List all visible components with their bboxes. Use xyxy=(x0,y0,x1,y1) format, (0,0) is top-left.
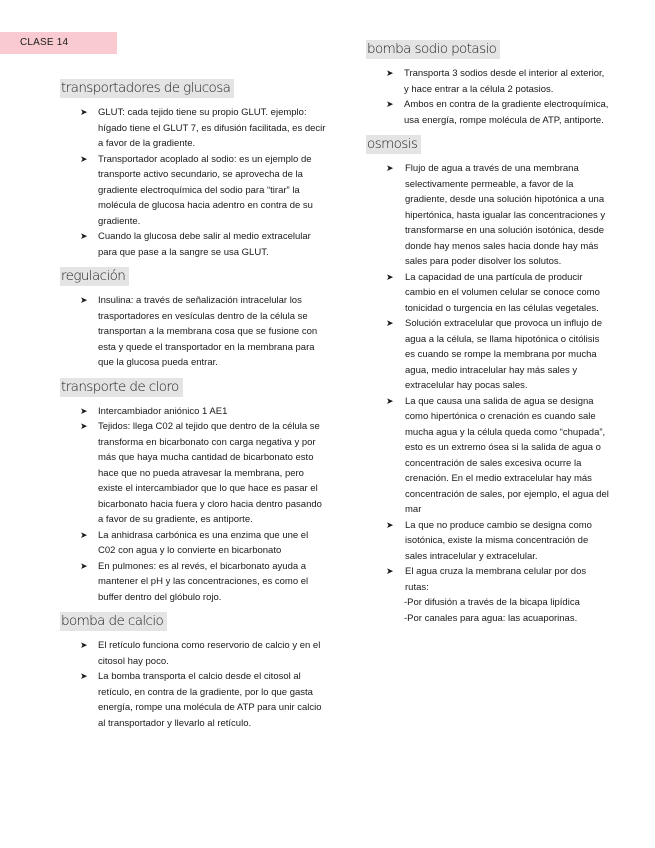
arrow-bullet-icon: ➤ xyxy=(386,318,394,328)
arrow-bullet-icon: ➤ xyxy=(386,163,394,173)
list-item: ➤ El retículo funciona como reservorio de calcio y en el citosol hay poco. xyxy=(80,640,321,667)
section-heading: regulación xyxy=(60,267,129,286)
list-item: ➤ La bomba transporta el calcio desde el citosol al retículo, en contra de la gradiente, por lo que gasta energía, rompe una molécula de ATP para unir calcio al transportador y llevarlo al retículo. xyxy=(80,671,322,729)
list-item: ➤ La que no produce cambio se designa como isotónica, existe la misma concentración de sales intracelular y extracelular. xyxy=(386,519,592,562)
left-column xyxy=(60,79,328,738)
arrow-bullet-icon: ➤ xyxy=(80,529,88,540)
list-item: ➤ La que causa una salida de agua se designa como hipertónica o crenación es cuando sale mucha agua y la célula queda como “chupada”, esto es un extremo ósea si la salida de agua o concentración de sales excesiva ocurre la crenación. En el medio extracelular hay más concentración de sales, por ejemplo, el agua del mar xyxy=(386,395,609,515)
arrow-bullet-icon: ➤ xyxy=(80,421,88,431)
list-item: ➤ Transporta 3 sodios desde el interior al exterior, y hace entrar a la célula 2 potasios. xyxy=(386,68,605,95)
list-item: ➤ Insulina: a través de señalización intracelular los trasportadores en vesículas dentro de la célula se transportan a la membrana cosa que se fusione con esta y quede el transportador en la membrana para que la glucosa pueda entrar. xyxy=(80,295,318,368)
bullet-list xyxy=(366,161,610,595)
arrow-bullet-icon: ➤ xyxy=(386,395,394,406)
class-tag: CLASE 14 xyxy=(0,32,117,54)
arrow-bullet-icon: ➤ xyxy=(80,295,88,305)
list-item: ➤ Cuando la glucosa debe salir al medio extracelular para que pase a la sangre se usa GLUT. xyxy=(80,231,311,258)
arrow-bullet-icon: ➤ xyxy=(386,519,394,530)
arrow-bullet-icon: ➤ xyxy=(386,271,394,282)
list-item: ➤ Flujo de agua a través de una membrana selectivamente permeable, a favor de la gradiente, desde una solución hipotónica a una hipertónica, hasta igualar las concentraciones y transformarse en una solución isotónica, desde donde hay menos sales hacia donde hay más sales para poder disolver los solutos. xyxy=(386,163,606,267)
arrow-bullet-icon: ➤ xyxy=(80,640,88,650)
arrow-bullet-icon: ➤ xyxy=(80,560,88,571)
bullet-list xyxy=(60,638,328,731)
list-item: ➤ Solución extracelular que provoca un influjo de agua a la célula, se llama hipotónica o citólisis es cuando se rompe la membrana por mucha agua, medio intracelular hay más sales y extracelular hay pocas sales. xyxy=(386,318,602,391)
list-item: ➤ En pulmones: es al revés, el bicarbonato ayuda a mantener el pH y las concentraciones, es como el buffer dentro del glóbulo rojo. xyxy=(80,560,309,603)
bullet-list xyxy=(60,404,328,606)
section-transporte-cloro xyxy=(60,378,328,606)
arrow-bullet-icon: ➤ xyxy=(80,231,88,241)
section-heading: bomba sodio potasio xyxy=(366,40,500,59)
list-item: ➤ El agua cruza la membrana celular por dos rutas: xyxy=(386,566,587,593)
section-heading: bomba de calcio xyxy=(60,612,167,631)
list-item: ➤ GLUT: cada tejido tiene su propio GLUT. ejemplo: hígado tiene el GLUT 7, es difusión facilitada, es decir a favor de la gradiente. xyxy=(80,107,326,149)
list-item: ➤ Tejidos: llega C02 al tejido que dentro de la célula se transforma en bicarbonato con carga negativa y por más que haya mucha cantidad de bicarbonato esto hace que no pueda atravesar la membrana, pero existe el intercambiador que lo que hace es pasar el bicarbonato hacia fuera y cloro hacia dentro pasando a favor de su gradiente, es antiporte. xyxy=(80,421,322,525)
bullet-list xyxy=(60,293,328,371)
section-bomba-calcio xyxy=(60,612,328,731)
section-transportadores-glucosa xyxy=(60,79,328,260)
section-bomba-sodio-potasio xyxy=(366,40,610,128)
arrow-bullet-icon: ➤ xyxy=(80,405,88,416)
section-heading: osmosis xyxy=(366,135,421,154)
section-heading: transporte de cloro xyxy=(60,378,183,397)
list-item: ➤ La capacidad de una partícula de producir cambio en el volumen celular se conoce como tonicidad o turgencia en las células vegetales. xyxy=(386,271,600,314)
section-osmosis xyxy=(366,135,610,626)
list-item: ➤ Ambos en contra de la gradiente electroquímica, usa energía, rompe molécula de ATP, antiporte. xyxy=(386,99,609,126)
sub-line: -Por difusión a través de la bicapa lipídica xyxy=(404,597,580,608)
arrow-bullet-icon: ➤ xyxy=(386,99,394,109)
bullet-list xyxy=(366,66,610,128)
section-heading: transportadores de glucosa xyxy=(60,79,234,98)
list-item: ➤ La anhidrasa carbónica es una enzima que une el C02 con agua y lo convierte en bicarbonato xyxy=(80,529,309,556)
sub-line: -Por canales para agua: las acuaporinas. xyxy=(404,612,578,624)
arrow-bullet-icon: ➤ xyxy=(386,68,394,78)
list-item: ➤ Transportador acoplado al sodio: es un ejemplo de transporte activo secundario, se aprovecha de la gradiente electroquímica del sodio para “tirar” la molécula de glucosa hacia adentro en contra de su gradiente. xyxy=(80,153,313,227)
list-item: ➤ Intercambiador aniónico 1 AE1 xyxy=(60,404,328,420)
arrow-bullet-icon: ➤ xyxy=(80,153,88,164)
bullet-list xyxy=(60,105,328,260)
right-column xyxy=(366,40,610,628)
section-regulacion xyxy=(60,267,328,371)
arrow-bullet-icon: ➤ xyxy=(80,107,88,117)
arrow-bullet-icon: ➤ xyxy=(80,671,88,681)
arrow-bullet-icon: ➤ xyxy=(386,566,394,576)
